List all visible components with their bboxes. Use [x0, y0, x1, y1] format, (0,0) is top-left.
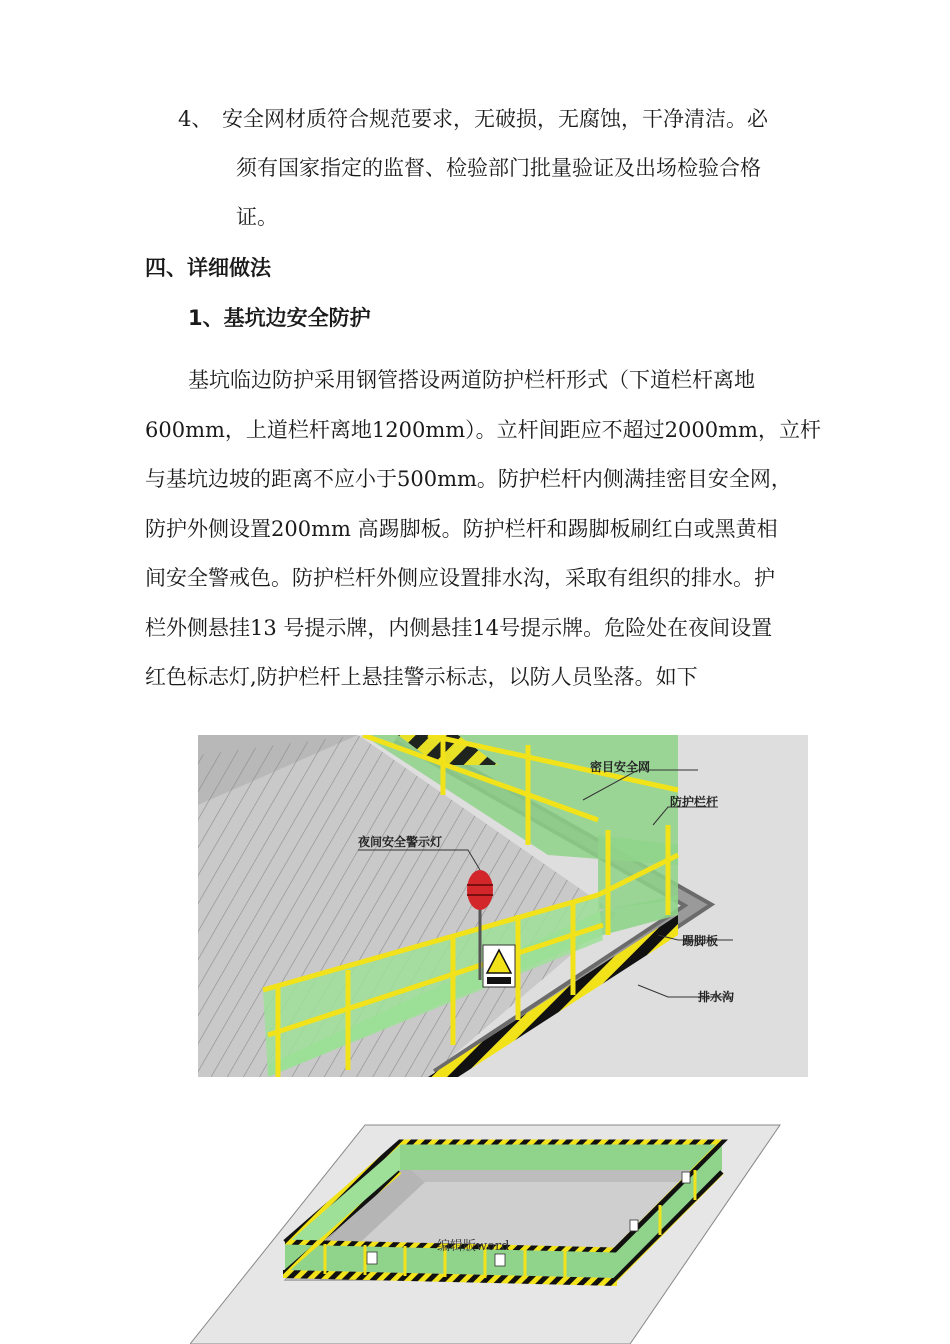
- body-line: 基坑临边防护采用钢管搭设两道防护栏杆形式（下道栏杆离地: [188, 368, 755, 392]
- list-item-line: 须有国家指定的监督、检验部门批量验证及出场检验合格: [236, 156, 761, 180]
- label-railing: 防护栏杆: [670, 795, 719, 809]
- warning-lamp: [467, 870, 493, 910]
- subsection-heading: 1、基坑边安全防护: [188, 306, 371, 330]
- list-item-line: 证。: [236, 205, 278, 229]
- body-line: 与基坑边坡的距离不应小于500mm。防护栏杆内侧满挂密目安全网，: [145, 467, 792, 491]
- watermark: 编辑版word: [437, 1239, 510, 1254]
- body-line: 栏外侧悬挂13 号提示牌，内侧悬挂14号提示牌。危险处在夜间设置: [145, 616, 773, 640]
- body-line: 600mm，上道栏杆离地1200mm）。立杆间距应不超过2000mm，立杆: [145, 418, 821, 442]
- label-toe-board: 踢脚板: [682, 934, 719, 948]
- list-item-number: 4、: [178, 107, 213, 131]
- label-warning-light: 夜间安全警示灯: [358, 835, 443, 849]
- railing-back: [400, 1142, 722, 1170]
- body-line: 红色标志灯,防护栏杆上悬挂警示标志，以防人员坠落。如下: [145, 665, 698, 689]
- body-line: 防护外侧设置200mm 高踢脚板。防护栏杆和踢脚板刷红白或黑黄相: [145, 517, 778, 541]
- label-safety-net: 密目安全网: [590, 760, 651, 774]
- list-item-line: 安全网材质符合规范要求，无破损，无腐蚀，干净清洁。必: [222, 107, 768, 131]
- section-heading: 四、详细做法: [145, 256, 271, 280]
- pit-edge-railing-figure: [198, 735, 808, 1077]
- label-drain: 排水沟: [698, 990, 735, 1004]
- body-line: 间安全警戒色。防护栏杆外侧应设置排水沟，采取有组织的排水。护: [145, 566, 775, 590]
- pit-opening-railing-figure: [190, 1120, 805, 1344]
